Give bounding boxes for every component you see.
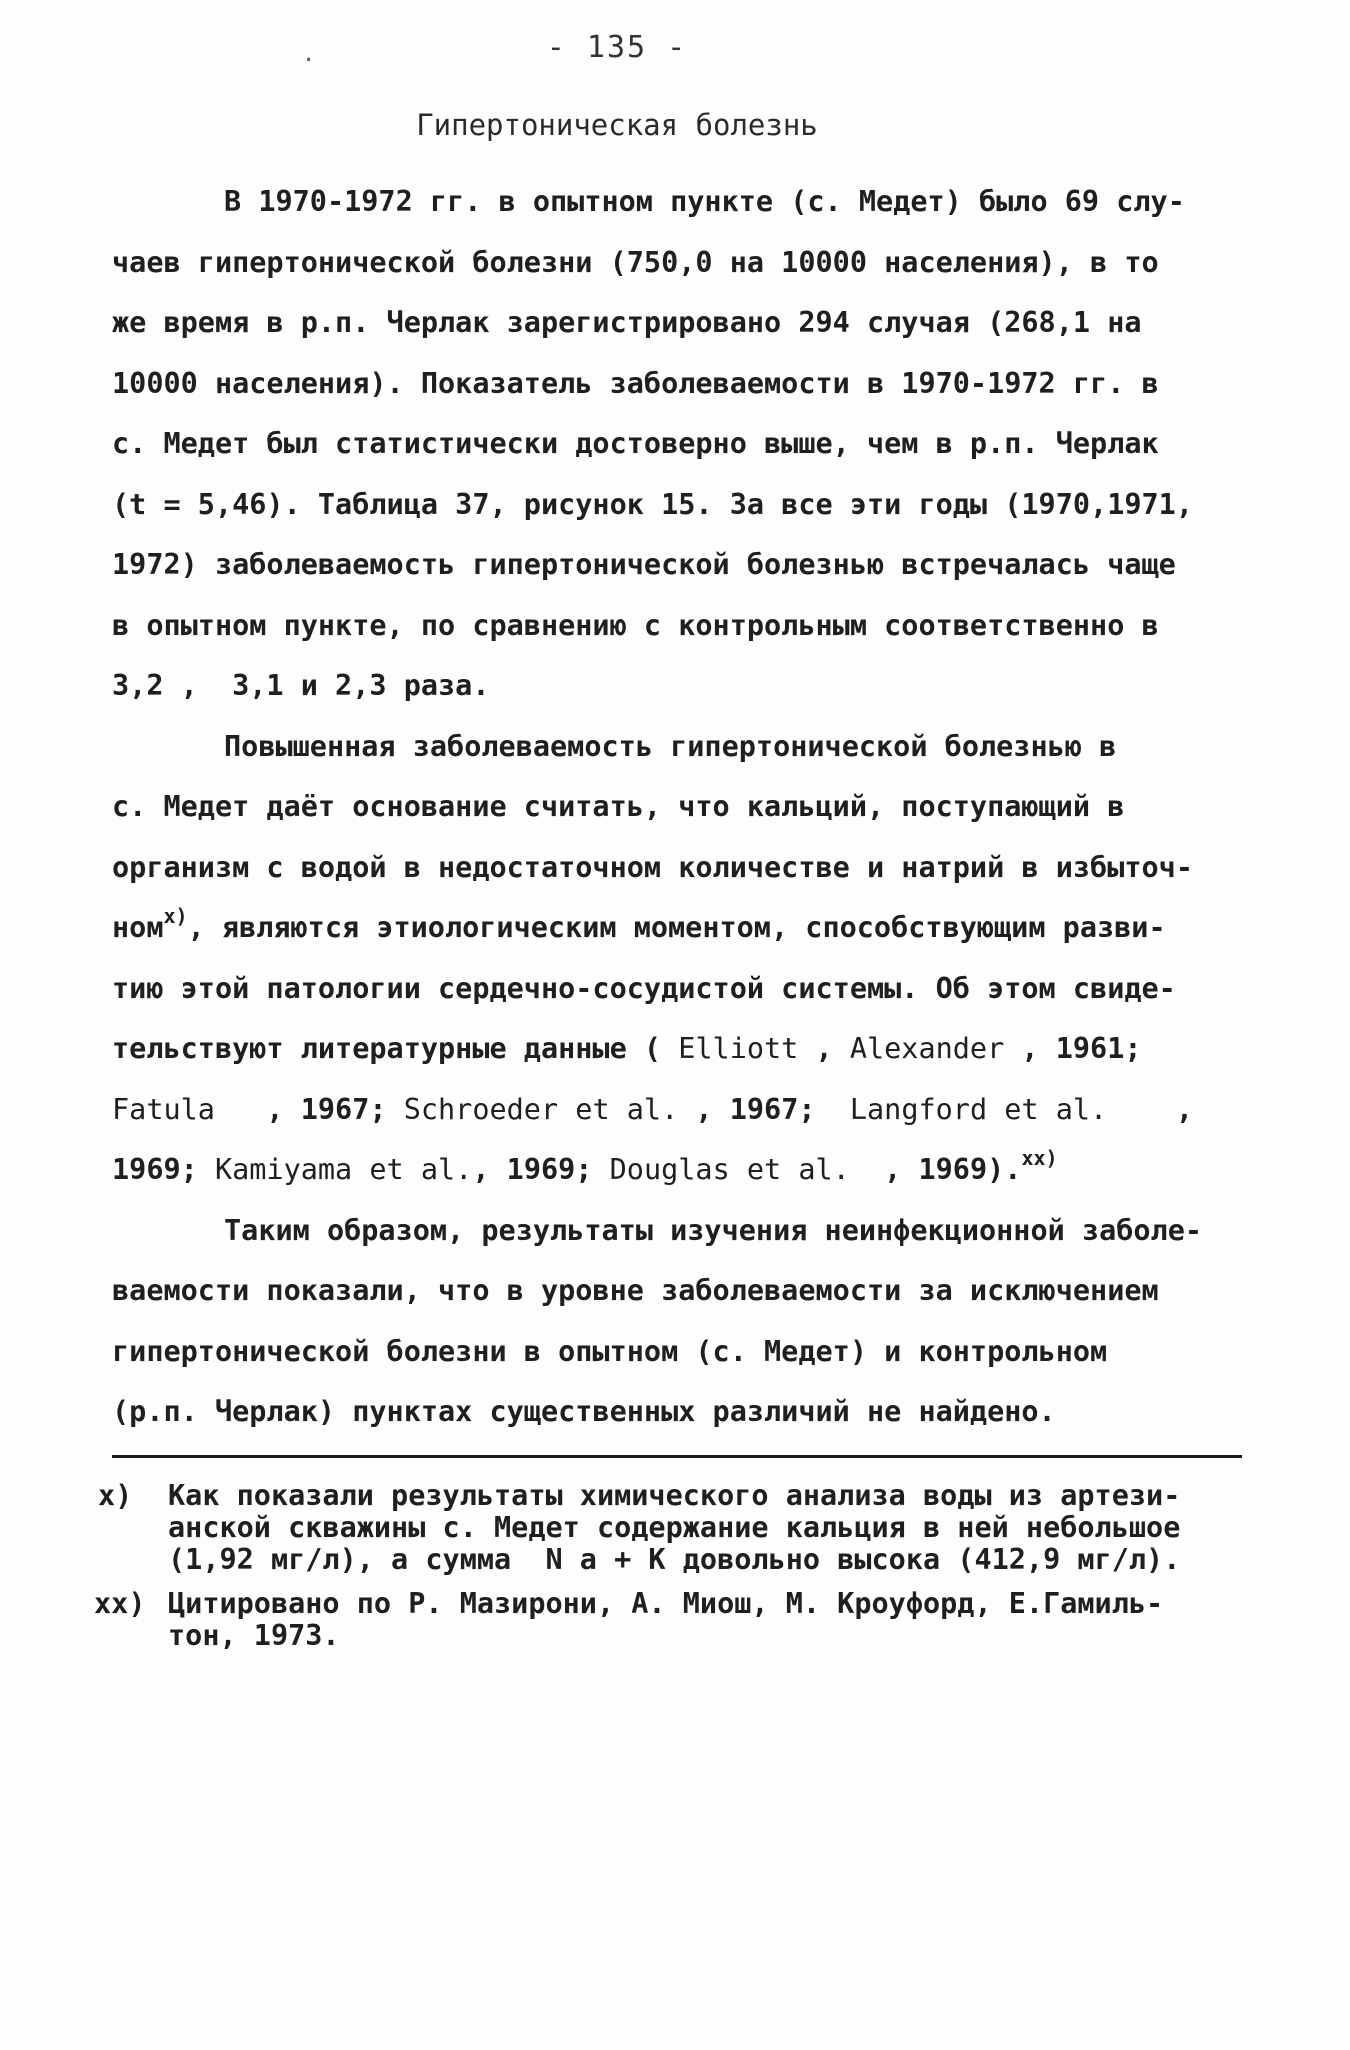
citation-author: Fatula: [112, 1092, 215, 1126]
text-fragment: , 1961;: [1004, 1032, 1142, 1065]
text-fragment: 1969;: [112, 1153, 215, 1186]
citation-line: [112, 1080, 1262, 1141]
citation-author: Alexander: [849, 1032, 1005, 1065]
text-line: В 1970-1972 гг. в опытном пункте (с. Медет) было 69 слу-: [224, 185, 1185, 218]
text-line: чаев гипертонической болезни (750,0 на 10000 населения), в то: [112, 245, 1159, 279]
text-fragment: , 1969;: [472, 1153, 610, 1186]
citation-line: [112, 1140, 1262, 1201]
text-line: ваемости показали, что в уровне заболеваемости за исключением: [112, 1274, 1159, 1307]
text-line: тию этой патологии сердечно-сосудистой системы. Об этом свиде-: [112, 971, 1176, 1005]
margin-dot: .: [302, 42, 316, 67]
citation-line: [112, 1019, 1262, 1080]
citation-author: Kamiyama et al.: [214, 1153, 473, 1186]
section-title: Гипертоническая болезнь: [416, 108, 818, 142]
text-fragment: , 1967;: [214, 1092, 404, 1126]
text-fragment: тельствуют литературные данные (: [112, 1032, 679, 1065]
footnote-mark: x): [98, 1479, 133, 1512]
text-line: с. Медет был статистически достоверно выше, чем в р.п. Черлак: [112, 427, 1159, 460]
footnote-line: Цитировано по Р. Мазирони, А. Миош, М. Кроуфорд, Е.Гамиль-: [168, 1587, 1164, 1620]
text-line: (р.п. Черлак) пунктах существенных различий не найдено.: [112, 1395, 1056, 1428]
text-fragment: , 1969).: [849, 1153, 1022, 1186]
text-fragment: , 1967;: [678, 1092, 850, 1126]
text-line: с. Медет даёт основание считать, что кальций, поступающий в: [112, 790, 1125, 823]
text-line: в опытном пункте, по сравнению с контрольным соответственно в: [112, 608, 1159, 642]
footnote-text: [168, 1480, 1268, 1576]
text-fragment: ном: [112, 911, 164, 944]
text-line: Таким образом, результаты изучения неинфекционной заболе-: [224, 1213, 1203, 1247]
text-line: 1972) заболеваемость гипертонической болезнью встречалась чаще: [112, 548, 1176, 581]
text-fragment: , являются этиологическим моментом, способствующим разви-: [187, 911, 1166, 944]
text-line: [112, 898, 1262, 959]
text-line: 3,2 , 3,1 и 2,3 раза.: [112, 669, 490, 702]
footnote-mark: хх): [94, 1587, 146, 1620]
text-line: Повышенная заболеваемость гипертонической болезнью в: [224, 729, 1117, 763]
text-line: организм с водой в недостаточном количестве и натрий в избыточ-: [112, 850, 1193, 884]
footnote-ref-xx: xx): [1021, 1145, 1058, 1170]
text-line: (t = 5,46). Таблица 37, рисунок 15. За все эти годы (1970,1971,: [112, 487, 1193, 521]
page-number: - 135 -: [546, 30, 688, 65]
citation-author: Langford et al.: [849, 1092, 1108, 1126]
footnote-line: анской скважины с. Медет содержание кальция в ней небольшое: [168, 1511, 1181, 1544]
citation-author: Elliott: [678, 1032, 799, 1065]
body-text: [112, 172, 1262, 1443]
text-fragment: ,: [1107, 1092, 1194, 1126]
citation-author: Schroeder et al.: [403, 1092, 679, 1126]
footnote-line: (1,92 мг/л), а сумма N a + K довольно высока (412,9 мг/л).: [168, 1543, 1181, 1576]
citation-author: Douglas et al.: [609, 1153, 850, 1186]
text-fragment: ,: [798, 1032, 850, 1065]
text-line: же время в р.п. Черлак зарегистрировано 294 случая (268,1 на: [112, 306, 1142, 339]
footnote-line: Как показали результаты химического анализа воды из артези-: [168, 1479, 1181, 1512]
footnote-text: [168, 1588, 1268, 1652]
footnote-ref-x: x): [163, 903, 188, 928]
footnote-line: тон, 1973.: [168, 1619, 340, 1652]
text-line: гипертонической болезни в опытном (с. Медет) и контрольном: [112, 1334, 1108, 1368]
footnote-separator: [112, 1455, 1242, 1458]
text-line: 10000 населения). Показатель заболеваемости в 1970-1972 гг. в: [112, 366, 1159, 400]
